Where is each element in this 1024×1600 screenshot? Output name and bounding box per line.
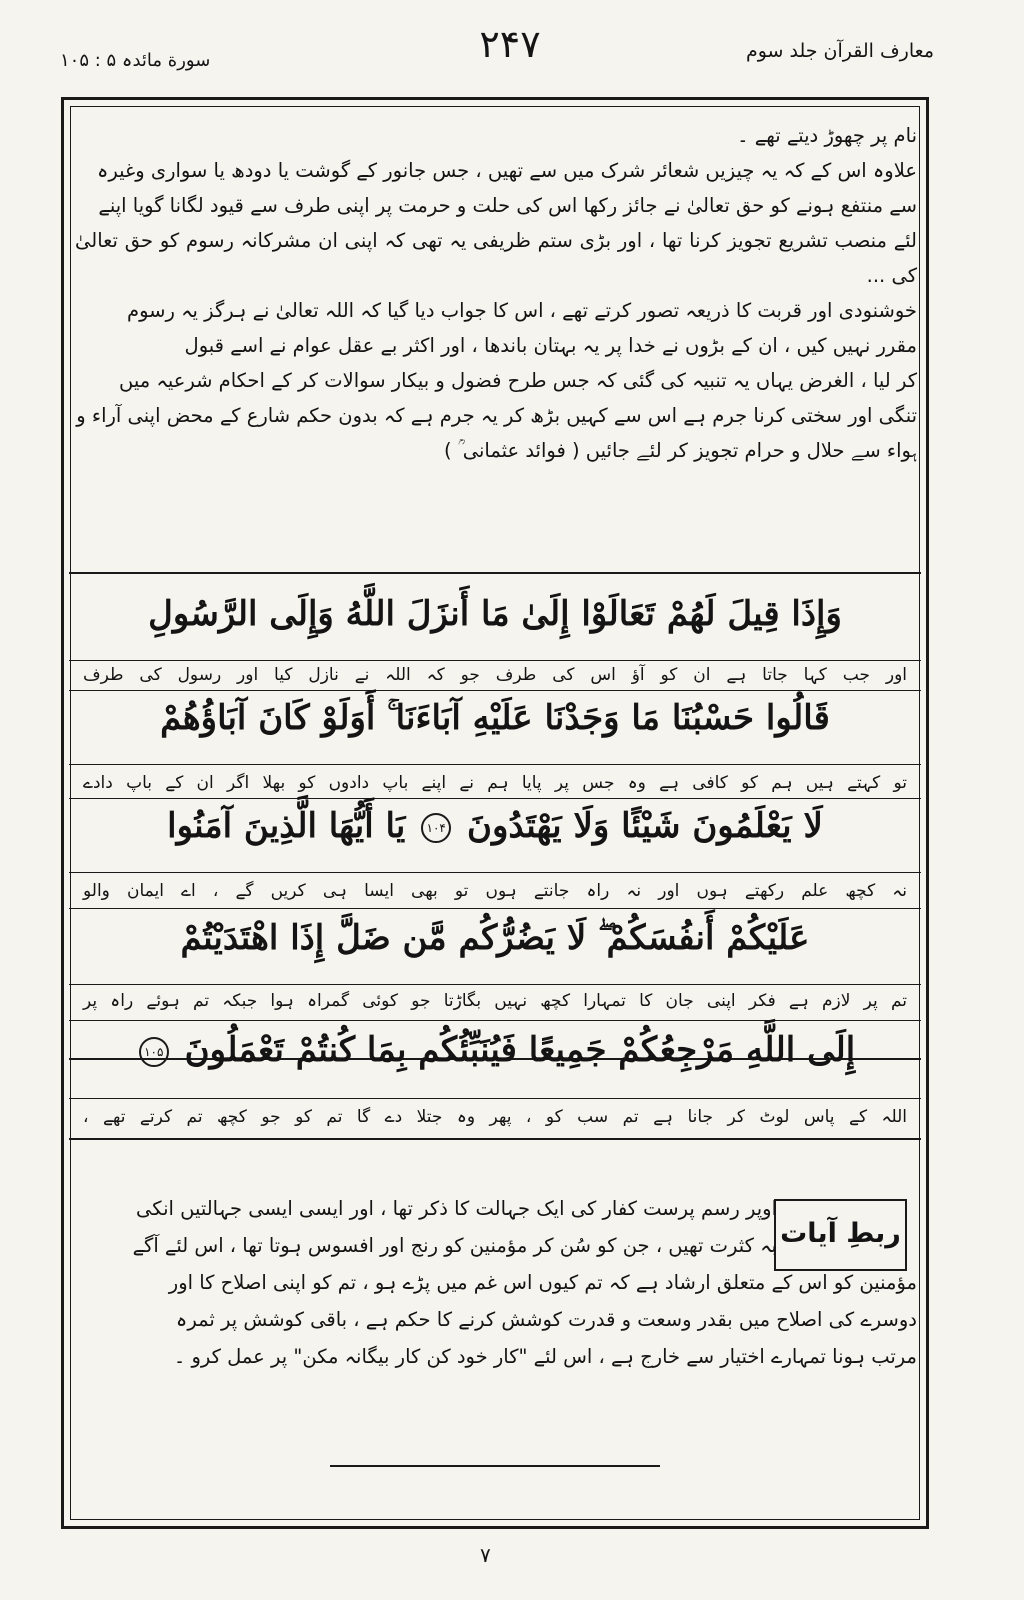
rabt-line: مؤمنین کو اس کے متعلق ارشاد ہے کہ تم کیوں اس غم میں پڑے ہو ، تم کو اپنی اصلاح کا اور — [168, 1271, 917, 1294]
commentary-line: کر لیا ، الغرض یہاں یہ تنبیہ کی گئی کہ جس طرح فضول و بیکار سوالات کر کے احکام شرعیہ میں — [119, 369, 917, 392]
commentary-line: ہواء سے حلال و حرام تجویز کر لئے جائیں ( فوائد عثمانی ؒ ) — [444, 439, 917, 462]
commentary-line: نام پر چھوڑ دیتے تھے ۔ — [737, 124, 917, 147]
verse-translation: نہ کچھ علم رکھتے ہوں اور نہ راہ جانتے ہوں تو بھی ایسا ہی کریں گے ، اے ایمان والو — [83, 881, 907, 901]
ayah-number-marker: ۱۰۵ — [139, 1037, 169, 1067]
verse-arabic-line — [69, 1030, 921, 1070]
signature-mark: ۷ — [480, 1543, 491, 1567]
surah-reference: سورة مائدہ ۵ : ۱۰۵ — [60, 50, 211, 71]
verse-arabic-line — [69, 806, 921, 846]
rabt-line: اوپر رسم پرست کفار کی ایک جہالت کا ذکر تھا ، اور ایسی ایسی جہالتیں انکی — [136, 1197, 777, 1220]
rabt-line: بہ کثرت تھیں ، جن کو سُن کر مؤمنین کو رنج اور افسوس ہوتا تھا ، اس لئے آگے — [132, 1234, 777, 1257]
verse-arabic: عَلَيْكُمْ أَنفُسَكُمْ ۖ لَا يَضُرُّكُم مَّن ضَلَّ إِذَا اهْتَدَيْتُمْ — [180, 918, 810, 958]
divider — [69, 660, 921, 661]
divider — [69, 1098, 921, 1099]
commentary-line: لئے منصب تشریع تجویز کرنا تھا ، اور بڑی ستم ظریفی یہ تھی کہ اپنی ان مشرکانہ رسوم کو حق تعالیٰ کی ... — [75, 229, 917, 287]
divider — [69, 908, 921, 909]
rabt-text-block — [75, 1190, 917, 1375]
divider — [69, 872, 921, 873]
divider — [69, 1020, 921, 1021]
divider — [69, 764, 921, 765]
divider — [69, 798, 921, 799]
verse-arabic: يَا أَيُّهَا الَّذِينَ آمَنُوا — [167, 806, 406, 846]
rabt-heading: ربطِ آیات — [774, 1199, 907, 1271]
ayah-number-marker: ۱۰۴ — [421, 813, 451, 843]
commentary-line: تنگی اور سختی کرنا جرم ہے اس سے کہیں بڑھ کر یہ جرم ہے کہ بدون حکم شارع کے محض اپنی آراء و — [76, 404, 917, 427]
divider — [69, 984, 921, 985]
verse-arabic: وَإِذَا قِيلَ لَهُمْ تَعَالَوْا إِلَىٰ مَا أَنزَلَ اللَّهُ وَإِلَى الرَّسُولِ — [148, 594, 842, 634]
commentary-line: سے منتفع ہونے کو حق تعالیٰ نے جائز رکھا اس کی حلت و حرمت پر اپنی طرف سے قیود لگانا گویا اپنے — [98, 194, 917, 217]
verse-translation: اور جب کہا جاتا ہے ان کو آؤ اس کی طرف جو کہ اللہ نے نازل کیا اور رسول کی طرف — [83, 665, 907, 685]
commentary-block — [75, 118, 917, 468]
book-title: معارف القرآن جلد سوم — [745, 40, 934, 62]
commentary-line: علاوہ اس کے کہ یہ چیزیں شعائر شرک میں سے تھیں ، جس جانور کے گوشت یا دودھ یا سواری وغیرہ — [96, 159, 917, 182]
section-end-rule — [330, 1465, 660, 1467]
rabt-line: مرتب ہونا تمہارے اختیار سے خارج ہے ، اس لئے "کار خود کن کار بیگانہ مکن" پر عمل کرو ۔ — [173, 1345, 917, 1368]
divider — [69, 1138, 921, 1140]
verse-translation: تم پر لازم ہے فکر اپنی جان کا تمہارا کچھ نہیں بگاڑتا جو کوئی گمراہ ہوا جبکہ تم ہوئے راہ پر — [83, 991, 907, 1011]
divider — [69, 690, 921, 691]
verse-arabic: قَالُوا حَسْبُنَا مَا وَجَدْنَا عَلَيْهِ آبَاءَنَا ۚ أَوَلَوْ كَانَ آبَاؤُهُمْ — [160, 698, 830, 738]
verse-arabic: لَا يَعْلَمُونَ شَيْئًا وَلَا يَهْتَدُونَ — [467, 806, 823, 846]
commentary-line: خوشنودی اور قربت کا ذریعہ تصور کرتے تھے ، اس کا جواب دیا گیا کہ اللہ تعالیٰ نے ہرگز یہ رسوم — [127, 299, 917, 322]
verse-arabic: إِلَى اللَّهِ مَرْجِعُكُمْ جَمِيعًا فَيُنَبِّئُكُم بِمَا كُنتُمْ تَعْمَلُونَ — [184, 1030, 856, 1070]
verse-translation: تو کہتے ہیں ہم کو کافی ہے وہ جس پر پایا ہم نے اپنے باپ دادوں کو بھلا اگر ان کے باپ دادے — [83, 773, 907, 793]
commentary-line: مقرر نہیں کیں ، ان کے بڑوں نے خدا پر یہ بہتان باندھا ، اور اکثر بے عقل عوام نے اسے قبول — [184, 334, 917, 357]
page-number: ۲۴۷ — [479, 22, 541, 66]
page-header — [60, 22, 934, 82]
rabt-line: دوسرے کی اصلاح میں بقدر وسعت و قدرت کوشش کرنے کا حکم ہے ، باقی کوشش پر ثمرہ — [175, 1308, 917, 1331]
verse-translation: اللہ کے پاس لوٹ کر جانا ہے تم سب کو ، پھر وہ جتلا دے گا تم کو جو کچھ تم کرتے تھے ، — [83, 1107, 907, 1127]
